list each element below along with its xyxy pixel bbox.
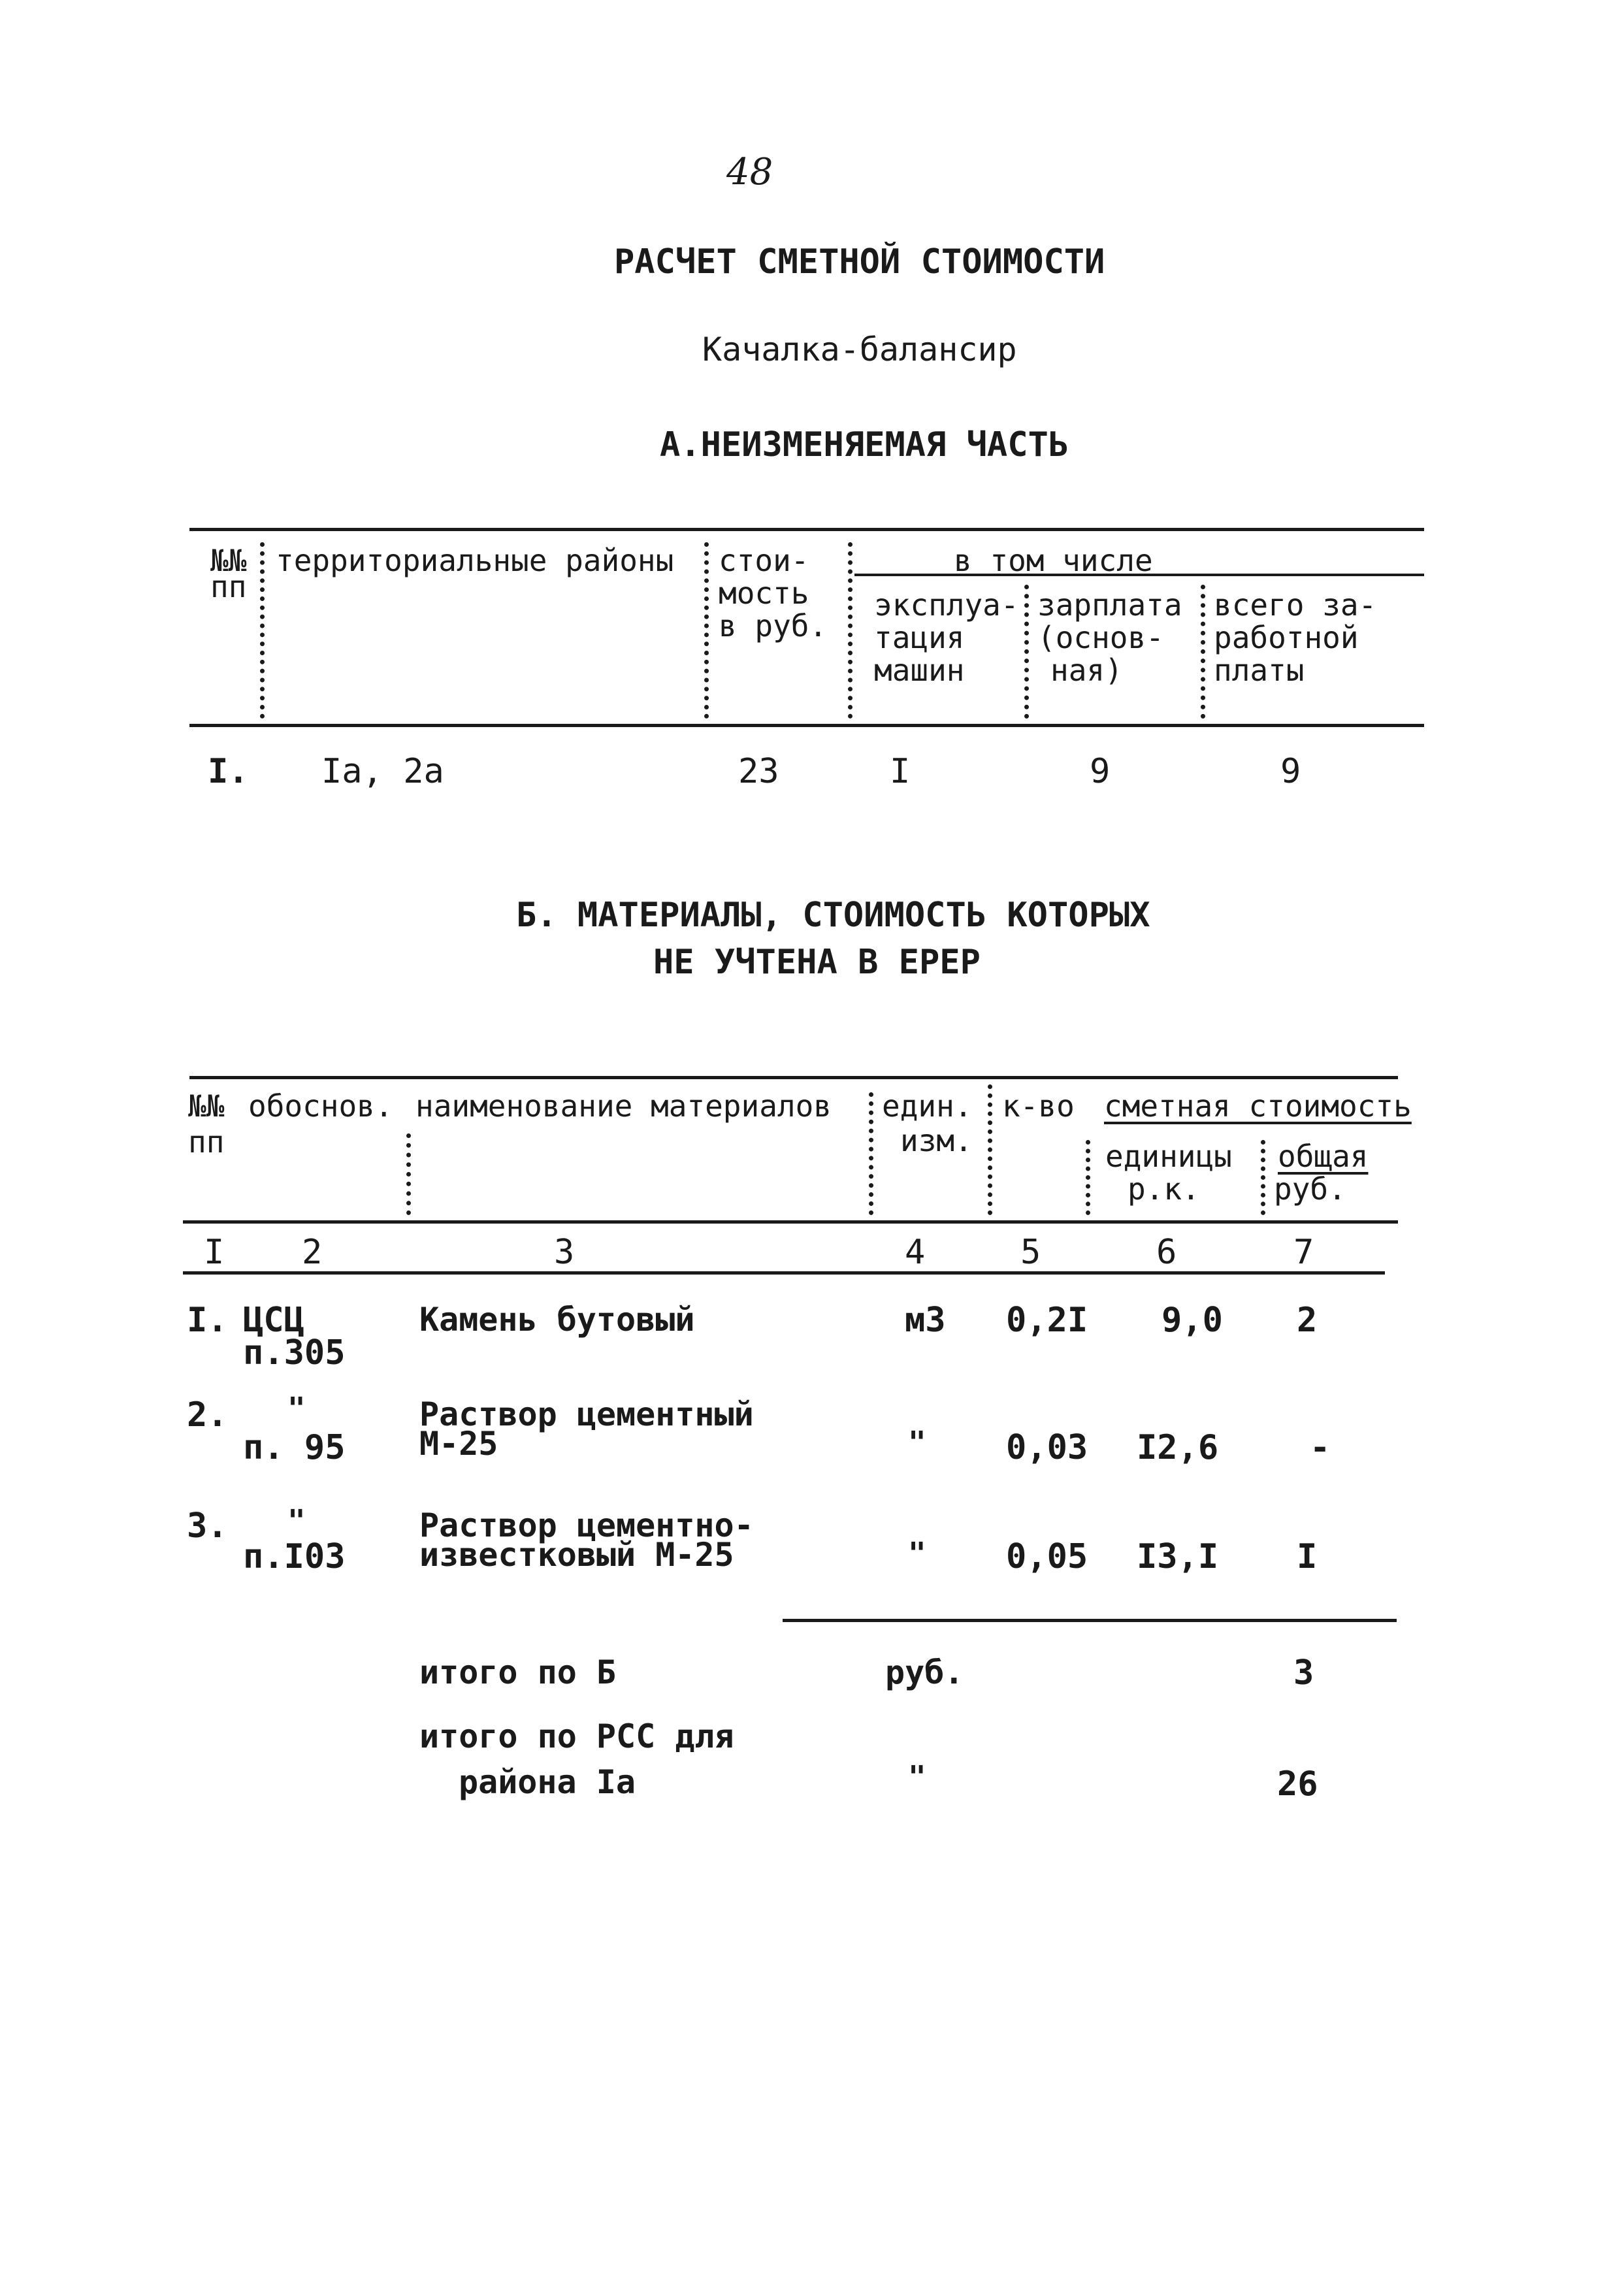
cell-num: 2. bbox=[187, 1395, 228, 1435]
total-unit: руб. bbox=[885, 1653, 964, 1691]
header-wage-line1: зарплата bbox=[1037, 587, 1182, 623]
cell-num: 3. bbox=[187, 1506, 228, 1546]
section-b-heading-line2: НЕ УЧТЕНА В ЕРЕР bbox=[653, 943, 981, 982]
column-number-5: 5 bbox=[1020, 1233, 1041, 1272]
table-b-separator bbox=[406, 1133, 411, 1215]
header-wage-line3: ная) bbox=[1050, 653, 1123, 688]
header-num-line1: №№ bbox=[210, 543, 247, 578]
table-b-separator bbox=[1261, 1140, 1265, 1215]
header-unit-line1: един. bbox=[882, 1088, 973, 1124]
header-b-num-line1: №№ bbox=[188, 1088, 225, 1124]
header-wage-line2: (основ- bbox=[1037, 620, 1164, 655]
table-b-totals-rule bbox=[783, 1619, 1397, 1622]
cell-material-name-line2: М-25 bbox=[419, 1425, 498, 1463]
cell-num: I. bbox=[208, 752, 249, 791]
header-num-line2: пп bbox=[210, 569, 247, 604]
header-district: территориальные районы bbox=[276, 543, 674, 578]
cell-basis-line2: п. 95 bbox=[243, 1428, 346, 1467]
document-subtitle: Качалка-балансир bbox=[702, 331, 1017, 368]
table-b-top-rule bbox=[189, 1076, 1398, 1079]
cell-total: I bbox=[1297, 1537, 1318, 1576]
cell-num: I. bbox=[187, 1301, 228, 1340]
cell-qty: 0,2I bbox=[1006, 1301, 1088, 1340]
header-cost-line2: мость bbox=[719, 576, 809, 611]
table-b-separator bbox=[988, 1084, 992, 1215]
total-label: итого по Б bbox=[419, 1653, 617, 1691]
cell-basis-line2: п.I03 bbox=[243, 1537, 346, 1576]
header-cost-line3: в руб. bbox=[719, 608, 828, 643]
cell-unit: м3 bbox=[905, 1301, 946, 1340]
column-number-6: 6 bbox=[1156, 1233, 1177, 1272]
page-number: 48 bbox=[726, 151, 773, 193]
header-operation-line1: эксплуа- bbox=[874, 587, 1019, 623]
section-a-heading: А.НЕИЗМЕНЯЕМАЯ ЧАСТЬ bbox=[660, 425, 1069, 464]
cell-unit-price: 9,0 bbox=[1161, 1301, 1223, 1340]
table-a-separator bbox=[260, 542, 265, 719]
table-a-separator bbox=[848, 542, 853, 719]
section-b-heading-line1: Б. МАТЕРИАЛЫ, СТОИМОСТЬ КОТОРЫХ bbox=[516, 896, 1150, 935]
grand-total-value: 26 bbox=[1277, 1764, 1318, 1804]
header-qty: к-во bbox=[1002, 1088, 1075, 1124]
header-b-num-line2: пп bbox=[188, 1124, 225, 1160]
cell-qty: 0,03 bbox=[1006, 1428, 1088, 1467]
cell-total-wage: 9 bbox=[1280, 752, 1301, 791]
table-a-separator bbox=[1024, 585, 1029, 719]
table-b-header-bottom-rule bbox=[183, 1220, 1398, 1224]
column-number-2: 2 bbox=[302, 1233, 323, 1272]
column-number-1: I bbox=[204, 1233, 225, 1272]
cell-cost: 23 bbox=[738, 752, 779, 791]
header-including: в том числе bbox=[954, 543, 1153, 578]
column-number-3: 3 bbox=[554, 1233, 575, 1272]
header-material-name: наименование материалов bbox=[415, 1088, 832, 1124]
cell-district: Iа, 2а bbox=[321, 752, 444, 791]
column-number-4: 4 bbox=[905, 1233, 926, 1272]
cell-total: 2 bbox=[1297, 1301, 1318, 1340]
total-value: 3 bbox=[1293, 1653, 1314, 1693]
header-total-line2: руб. bbox=[1274, 1171, 1346, 1207]
table-b-separator bbox=[1086, 1140, 1090, 1215]
cell-basis-line1: " bbox=[287, 1391, 306, 1426]
table-a-top-rule bbox=[189, 528, 1424, 531]
header-total-wage-line1: всего за- bbox=[1214, 587, 1377, 623]
cell-total: - bbox=[1310, 1428, 1331, 1467]
cell-material-name-line1: Раствор цементный bbox=[419, 1395, 754, 1433]
header-basis: обоснов. bbox=[248, 1088, 393, 1124]
cell-wage: 9 bbox=[1090, 752, 1111, 791]
table-b-column-numbers-rule bbox=[183, 1271, 1385, 1275]
cell-material-name-line2: известковый М-25 bbox=[419, 1536, 734, 1574]
table-a-header-bottom-rule bbox=[189, 724, 1424, 727]
header-operation-line3: машин bbox=[874, 653, 965, 688]
header-estimated-cost: сметная стоимость bbox=[1104, 1088, 1412, 1124]
document-title: РАСЧЕТ СМЕТНОЙ СТОИМОСТИ bbox=[614, 242, 1105, 282]
cell-basis-line1: ЦСЦ bbox=[243, 1301, 304, 1340]
header-total-wage-line2: работной bbox=[1214, 620, 1359, 655]
header-total-wage-line3: платы bbox=[1214, 653, 1305, 688]
grand-total-unit: " bbox=[908, 1759, 926, 1795]
cell-basis-line2: п.305 bbox=[243, 1333, 346, 1373]
cell-unit: " bbox=[908, 1536, 926, 1571]
cell-material-name-line1: Раствор цементно- bbox=[419, 1506, 754, 1544]
cell-unit-price: I3,I bbox=[1137, 1537, 1219, 1576]
cell-unit-price: I2,6 bbox=[1137, 1428, 1219, 1467]
header-cost-line1: стои- bbox=[719, 543, 809, 578]
header-unit-line2: изм. bbox=[900, 1123, 973, 1158]
cell-operation: I bbox=[890, 752, 911, 791]
cell-material-name: Камень бутовый bbox=[419, 1301, 695, 1339]
table-a-separator bbox=[704, 542, 709, 719]
column-number-7: 7 bbox=[1293, 1233, 1314, 1272]
table-b-separator bbox=[869, 1092, 873, 1215]
header-per-unit-line1: единицы bbox=[1105, 1139, 1232, 1174]
cell-qty: 0,05 bbox=[1006, 1537, 1088, 1576]
header-total-line1: общая bbox=[1278, 1139, 1369, 1174]
header-per-unit-line2: р.к. bbox=[1128, 1171, 1200, 1207]
header-operation-line2: тация bbox=[874, 620, 965, 655]
table-a-separator bbox=[1201, 585, 1205, 719]
grand-total-label-line2: района Iа bbox=[459, 1763, 636, 1801]
grand-total-label-line1: итого по РСС для bbox=[419, 1717, 734, 1755]
cell-unit: " bbox=[908, 1425, 926, 1460]
cell-basis-line1: " bbox=[287, 1503, 306, 1538]
